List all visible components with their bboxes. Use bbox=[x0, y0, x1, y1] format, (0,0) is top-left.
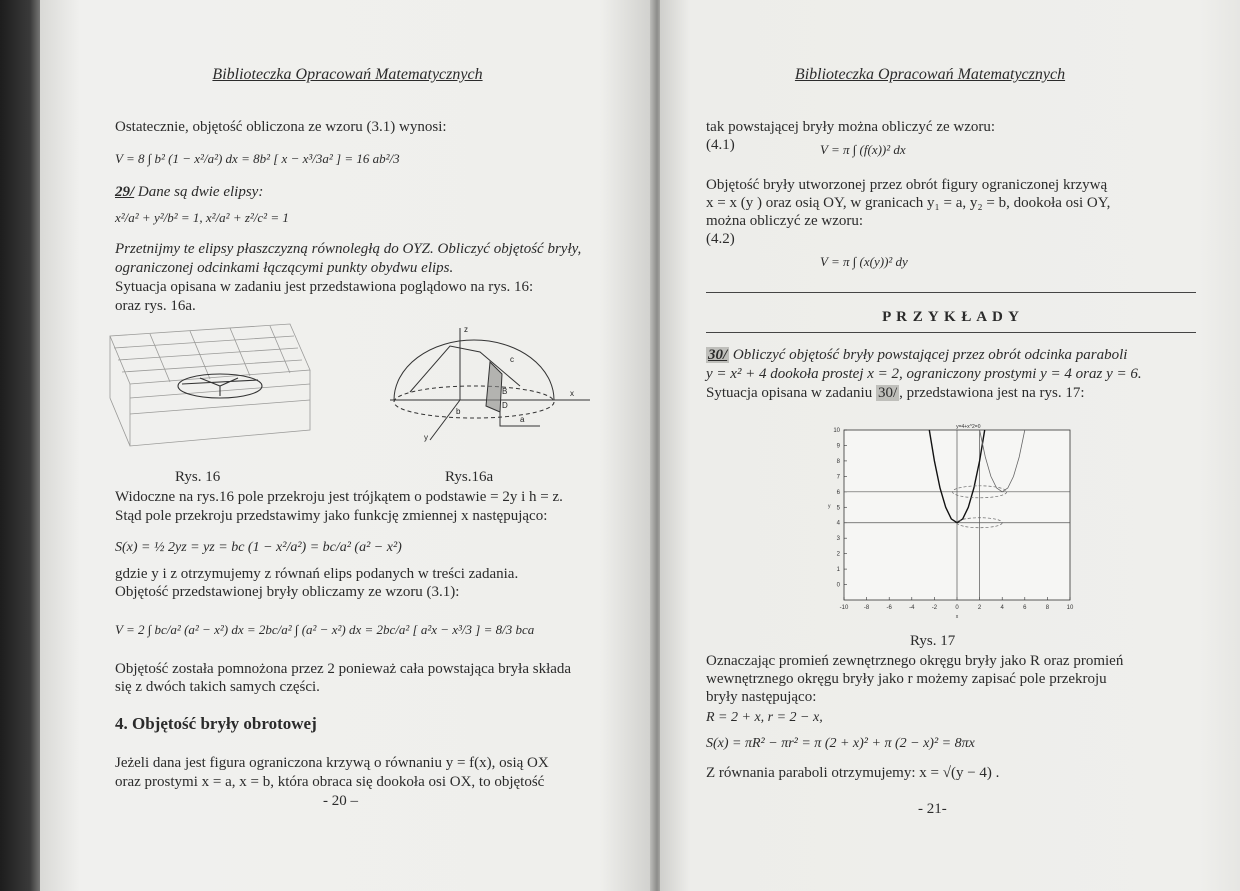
text-line: bryły następująco: bbox=[706, 689, 817, 705]
text-line: Objętość została pomnożona przez 2 ponieważ cała powstająca bryła składa bbox=[115, 661, 572, 677]
x-tick-label: 2 bbox=[977, 605, 982, 611]
text-line: Ostatecznie, objętość obliczona ze wzoru (3.1) wynosi: bbox=[115, 119, 447, 135]
y-tick-label: 10 bbox=[833, 428, 840, 434]
text-line: Z równania paraboli otrzymujemy: x = √(y − 4) . bbox=[706, 765, 1000, 781]
text-line: x = x (y ) oraz osią OY, w granicach y₁ = a, y₂ = b, dookoła osi OY, bbox=[706, 195, 1111, 211]
y-tick-label: 7 bbox=[836, 474, 840, 481]
text-line: Przetnijmy te elipsy płaszczyzną równoległą do OYZ. Obliczyć objętość bryły, bbox=[115, 241, 582, 257]
text-line: oraz rys. 16a. bbox=[115, 298, 196, 314]
text-line: można obliczyć ze wzoru: bbox=[706, 213, 864, 229]
y-tick-label: 0 bbox=[836, 582, 840, 589]
problem-29: 29/ Dane są dwie elipsy: bbox=[115, 184, 264, 200]
y-tick-label: 5 bbox=[836, 505, 840, 512]
svg-text:z: z bbox=[464, 325, 468, 334]
equation-number: (4.2) bbox=[706, 231, 735, 247]
y-tick-label: 8 bbox=[836, 458, 840, 465]
examples-heading: P R Z Y K Ł A D Y bbox=[882, 309, 1020, 325]
svg-text:B: B bbox=[502, 387, 508, 396]
figure-16 bbox=[100, 318, 320, 458]
figure-16a-caption: Rys.16a bbox=[445, 469, 494, 485]
text-line: Stąd pole przekroju przedstawimy jako funkcję zmiennej x następująco: bbox=[115, 508, 548, 524]
svg-text:a: a bbox=[520, 415, 525, 424]
x-tick-label: -6 bbox=[886, 605, 892, 611]
right-page bbox=[660, 0, 1240, 891]
equation-radii: R = 2 + x, r = 2 − x, bbox=[706, 710, 823, 725]
figure-17-chart bbox=[820, 418, 1080, 618]
problem-number: 30/ bbox=[708, 347, 728, 363]
y-tick-label: 3 bbox=[836, 536, 840, 543]
equation-ellipses: x²/a² + y²/b² = 1, x²/a² + z²/c² = 1 bbox=[115, 210, 289, 225]
x-axis-label: x bbox=[955, 614, 959, 618]
equation-volume-integral: V = 2 ∫ bc/a² (a² − x²) dx = 2bc/a² ∫ (a² − x²) dx = 2bc/a² [ a²x − x³/3 ] = 8/3 bca bbox=[115, 622, 535, 637]
x-tick-label: 4 bbox=[1000, 605, 1004, 611]
text-line: ograniczonej odcinkami łączącymi punkty obydwu elips. bbox=[115, 260, 454, 276]
svg-text:D: D bbox=[502, 401, 508, 410]
text-line: Objętość przedstawionej bryły obliczamy ze wzoru (3.1): bbox=[115, 584, 460, 600]
text-line: się z dwóch takich samych części. bbox=[115, 679, 320, 695]
running-header: Biblioteczka Opracowań Matematycznych bbox=[794, 66, 1066, 83]
text-line: Sytuacja opisana w zadaniu 30/ , przedstawiona jest na rys. 17: bbox=[706, 385, 1085, 401]
x-tick-label: 6 bbox=[1023, 605, 1027, 611]
running-header: Biblioteczka Opracowań Matematycznych bbox=[212, 66, 483, 83]
rule-bottom bbox=[706, 332, 1196, 333]
svg-text:c: c bbox=[510, 355, 514, 364]
x-tick-label: -2 bbox=[931, 605, 938, 611]
y-tick-label: 2 bbox=[836, 551, 840, 558]
y-tick-label: 9 bbox=[836, 443, 840, 450]
page-number: - 20 – bbox=[323, 793, 358, 809]
equation-section-area: S(x) = ½ 2yz = yz = bc (1 − x²/a²) = bc/a² (a² − x²) bbox=[115, 540, 402, 555]
text-line: Jeżeli dana jest figura ograniczona krzywą o równaniu y = f(x), osią OX bbox=[115, 755, 549, 771]
text-line: Sytuacja opisana w zadaniu jest przedstawiona poglądowo na rys. 16: bbox=[115, 279, 534, 295]
x-tick-label: 8 bbox=[1045, 605, 1050, 611]
left-page bbox=[40, 0, 655, 891]
x-tick-label: 0 bbox=[955, 605, 959, 611]
text-line: Oznaczając promień zewnętrznego okręgu bryły jako R oraz promień bbox=[706, 653, 1124, 669]
x-tick-label: -10 bbox=[839, 605, 849, 611]
equation-4-1: V = π ∫ (f(x))² dx bbox=[820, 142, 906, 157]
chart-title: y=4+x^2=0 bbox=[956, 424, 981, 430]
svg-text:b: b bbox=[456, 407, 461, 416]
section-heading: 4. Objętość bryły obrotowej bbox=[115, 714, 317, 733]
text-line: tak powstającej bryły można obliczyć ze wzoru: bbox=[706, 119, 996, 135]
equation-number: (4.1) bbox=[706, 137, 735, 153]
problem-number: 29/ bbox=[115, 184, 135, 200]
text-line: gdzie y i z otrzymujemy z równań elips podanych w treści zadania. bbox=[115, 566, 519, 582]
figure-16-caption: Rys. 16 bbox=[175, 469, 221, 485]
y-tick-label: 1 bbox=[836, 567, 840, 574]
rule-top bbox=[706, 292, 1196, 293]
text-line: wewnętrznego okręgu bryły jako r możemy zapisać pole przekroju bbox=[706, 671, 1107, 687]
svg-text:y: y bbox=[424, 433, 428, 442]
page-number: - 21- bbox=[918, 801, 947, 817]
figure-17-caption: Rys. 17 bbox=[910, 633, 956, 649]
x-tick-label: -4 bbox=[909, 605, 915, 611]
y-tick-label: 6 bbox=[836, 489, 840, 496]
equation-section-area: S(x) = πR² − πr² = π (2 + x)² + π (2 − x)² = 8πx bbox=[706, 736, 975, 751]
y-axis-label: y bbox=[828, 503, 831, 510]
figure-16a bbox=[390, 322, 600, 452]
text-line: oraz prostymi x = a, x = b, która obraca się dookoła osi OX, to objętość bbox=[115, 774, 545, 790]
equation-4-2: V = π ∫ (x(y))² dy bbox=[820, 254, 908, 269]
equation-volume: V = 8 ∫ b² (1 − x²/a²) dx = 8b² [ x − x³/3a² ] = 16 ab²/3 bbox=[115, 151, 400, 166]
x-tick-label: 10 bbox=[1066, 605, 1074, 611]
problem-30: 30/ Obliczyć objętość bryły powstającej przez obrót odcinka paraboli bbox=[708, 347, 1128, 363]
svg-text:x: x bbox=[570, 389, 574, 398]
text-line: Objętość bryły utworzonej przez obrót figury ograniczonej krzywą bbox=[706, 177, 1108, 193]
text-line: Widoczne na rys.16 pole przekroju jest trójkątem o podstawie = 2y i h = z. bbox=[115, 489, 563, 505]
x-tick-label: -8 bbox=[863, 605, 870, 611]
text-line: y = x² + 4 dookoła prostej x = 2, ograniczony prostymi y = 4 oraz y = 6. bbox=[706, 366, 1142, 382]
y-tick-label: 4 bbox=[836, 520, 840, 527]
